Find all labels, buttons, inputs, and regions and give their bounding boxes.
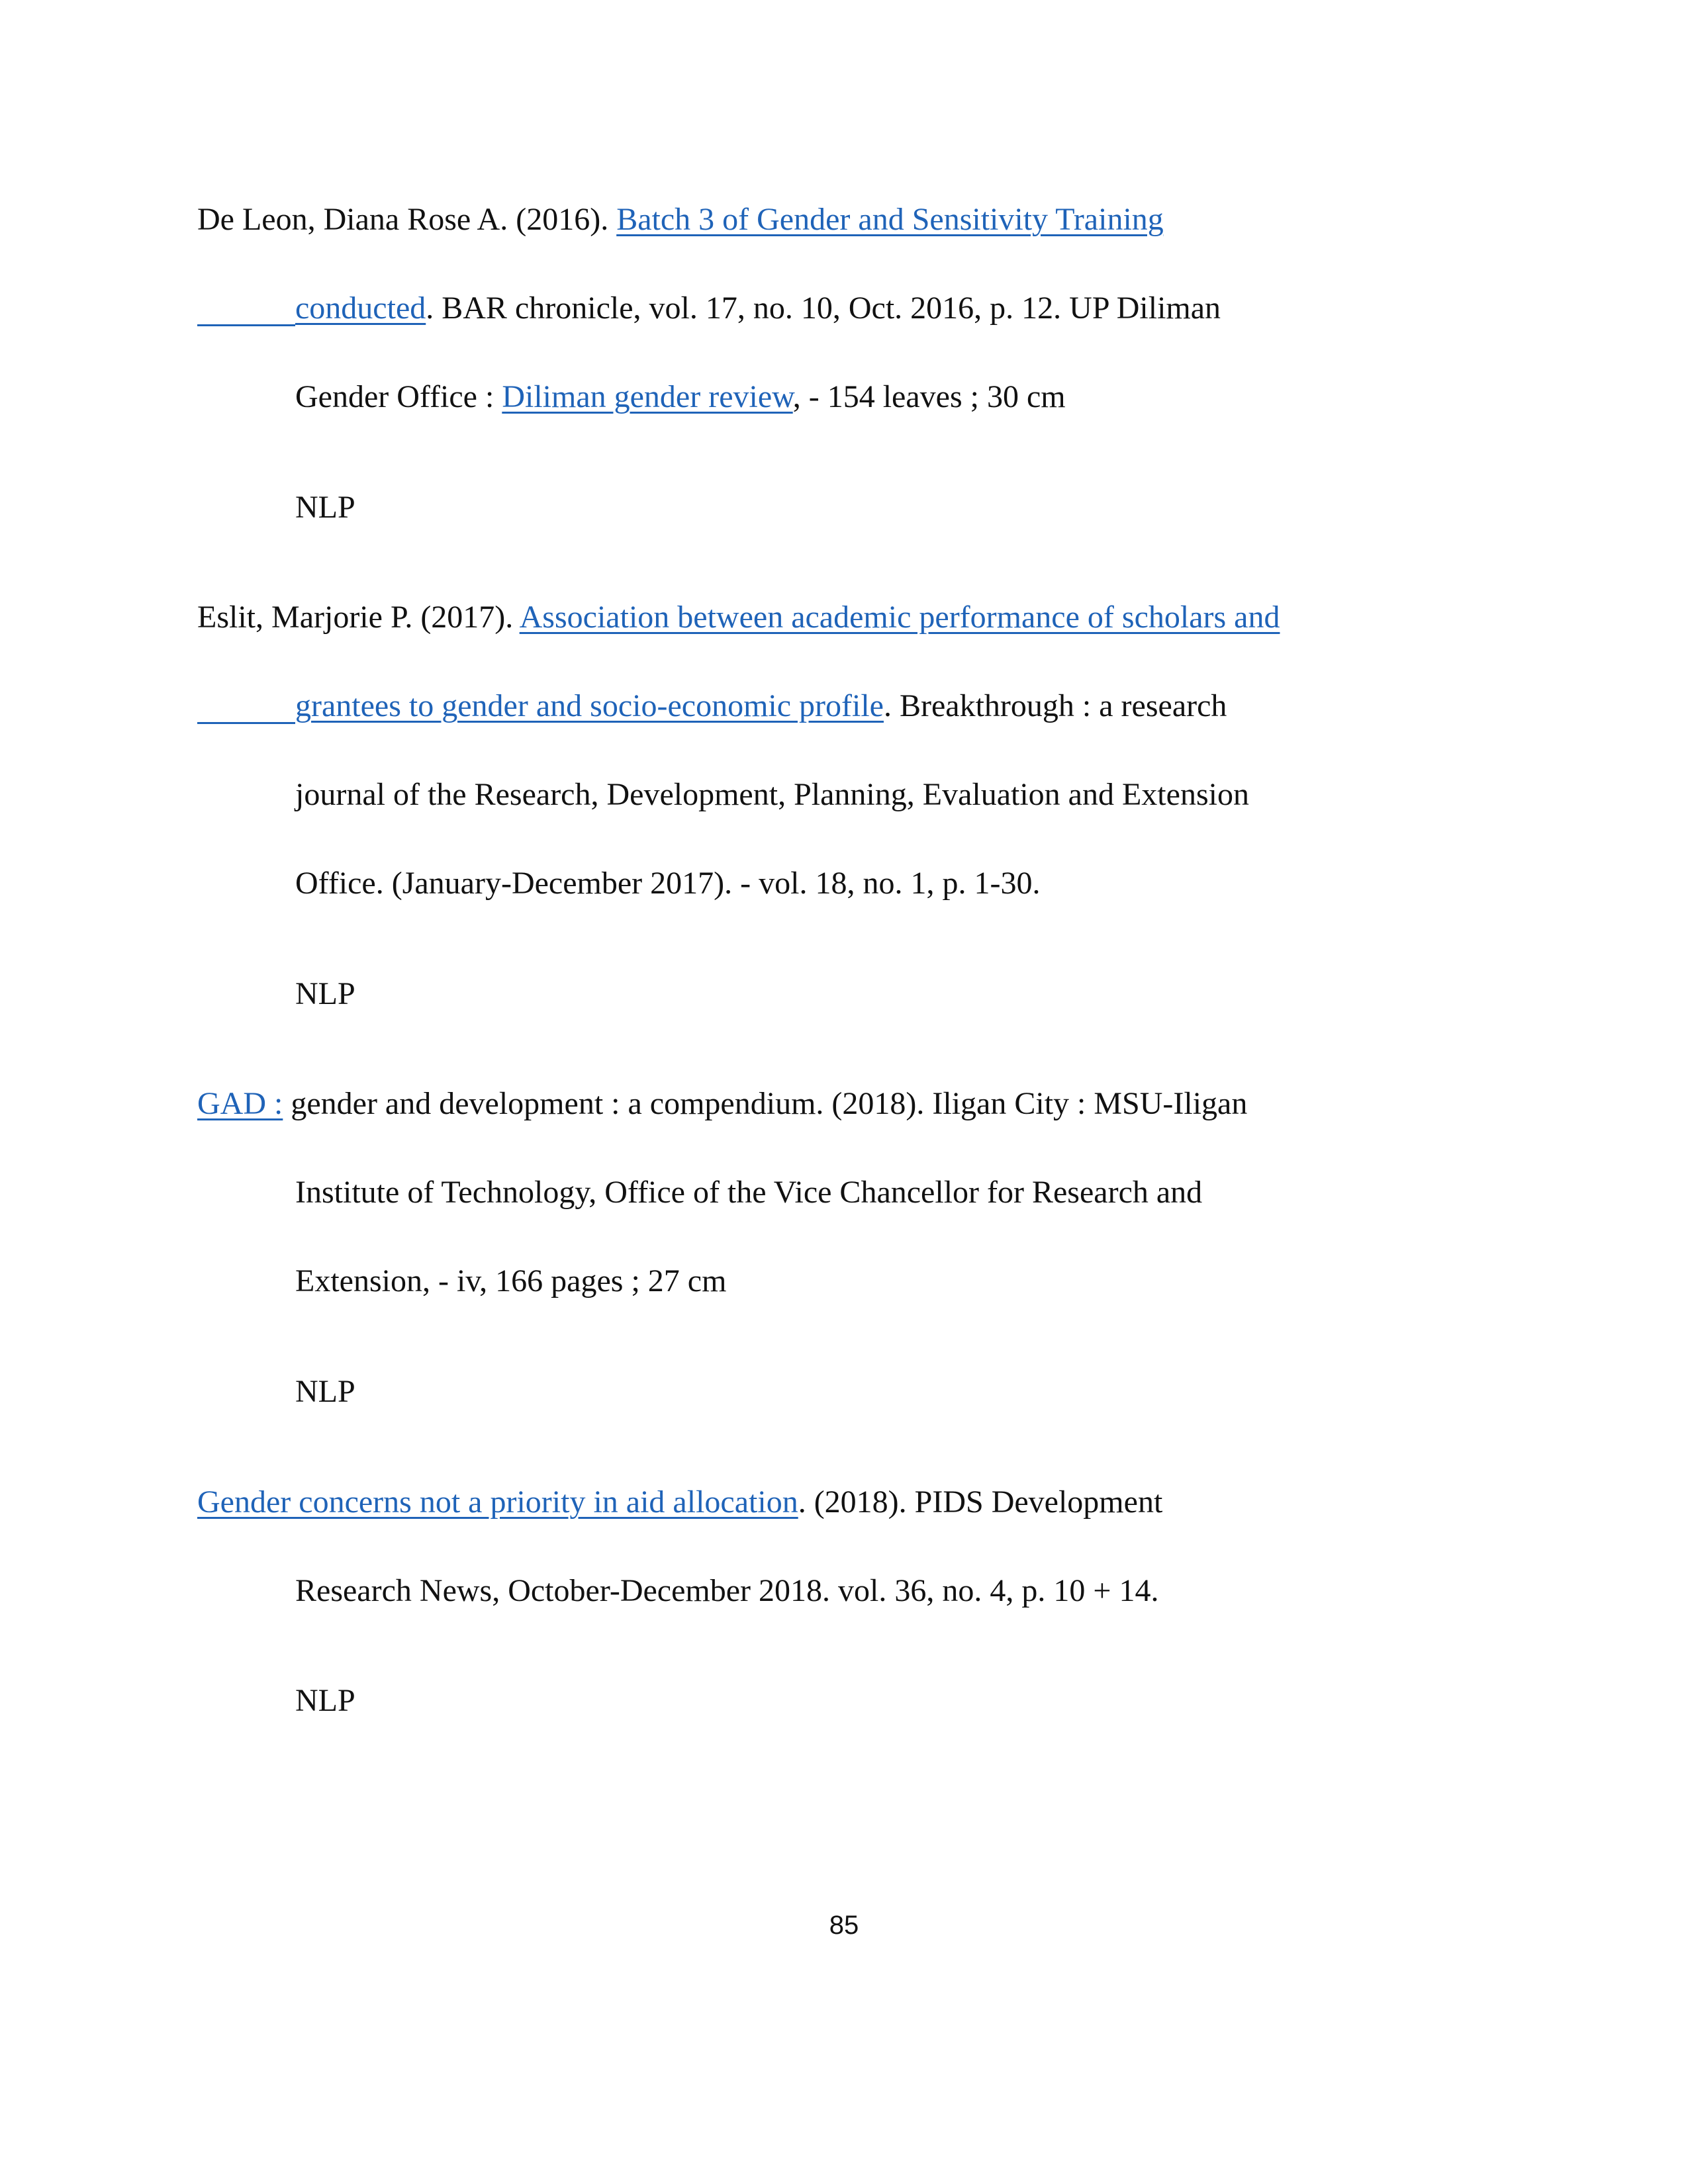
entry-1-location: NLP (295, 490, 355, 525)
entry-1-author: De Leon, Diana Rose A. (2016). (197, 202, 617, 237)
entry-2-title-link[interactable]: Association between academic performance of scholars and (519, 600, 1280, 635)
entry-1-review-link[interactable]: Diliman gender review (502, 379, 793, 414)
entry-1-link-leader (197, 324, 295, 326)
entry-2-line-1 (197, 598, 1280, 637)
entry-3-line-1 (197, 1084, 1247, 1124)
entry-2-line-3: journal of the Research, Development, Planning, Evaluation and Extension (295, 777, 1249, 812)
entry-2-source: . Breakthrough : a research (883, 688, 1227, 723)
entry-3-line-3: Extension, - iv, 166 pages ; 27 cm (295, 1263, 727, 1298)
entry-3-title-link[interactable]: GAD : (197, 1086, 283, 1121)
entry-4-source: . (2018). PIDS Development (798, 1484, 1163, 1520)
entry-1-source: . BAR chronicle, vol. 17, no. 10, Oct. 2016, p. 12. UP Diliman (426, 291, 1221, 326)
entry-1-line-2 (197, 289, 1221, 328)
entry-4-line-2: Research News, October-December 2018. vol. 36, no. 4, p. 10 + 14. (295, 1573, 1159, 1608)
entry-4-line-1 (197, 1482, 1162, 1522)
entry-1-line-3 (295, 377, 1066, 417)
entry-4-title-link[interactable]: Gender concerns not a priority in aid allocation (197, 1484, 798, 1520)
entry-1-extent: , - 154 leaves ; 30 cm (792, 379, 1066, 414)
entry-2-line-2 (197, 686, 1227, 726)
entry-1-title-link-cont[interactable]: conducted (295, 291, 426, 326)
entry-2-line-4: Office. (January-December 2017). - vol. 18, no. 1, p. 1-30. (295, 866, 1041, 901)
entry-2-link-leader (197, 722, 295, 724)
entry-2-author: Eslit, Marjorie P. (2017). (197, 600, 520, 635)
page-number: 85 (829, 1911, 859, 1940)
entry-3-title-rest: gender and development : a compendium. (2018). Iligan City : MSU-Iligan (283, 1086, 1248, 1121)
entry-2-location: NLP (295, 976, 355, 1011)
entry-3-location: NLP (295, 1374, 355, 1409)
entry-3-line-2: Institute of Technology, Office of the Vice Chancellor for Research and (295, 1175, 1203, 1210)
entry-4-location: NLP (295, 1683, 355, 1718)
entry-2-title-link-cont[interactable]: grantees to gender and socio-economic profile (295, 688, 884, 723)
entry-1-line-1 (197, 200, 1164, 240)
entry-1-title-link[interactable]: Batch 3 of Gender and Sensitivity Training (616, 202, 1164, 237)
entry-1-publisher: Gender Office : (295, 379, 502, 414)
